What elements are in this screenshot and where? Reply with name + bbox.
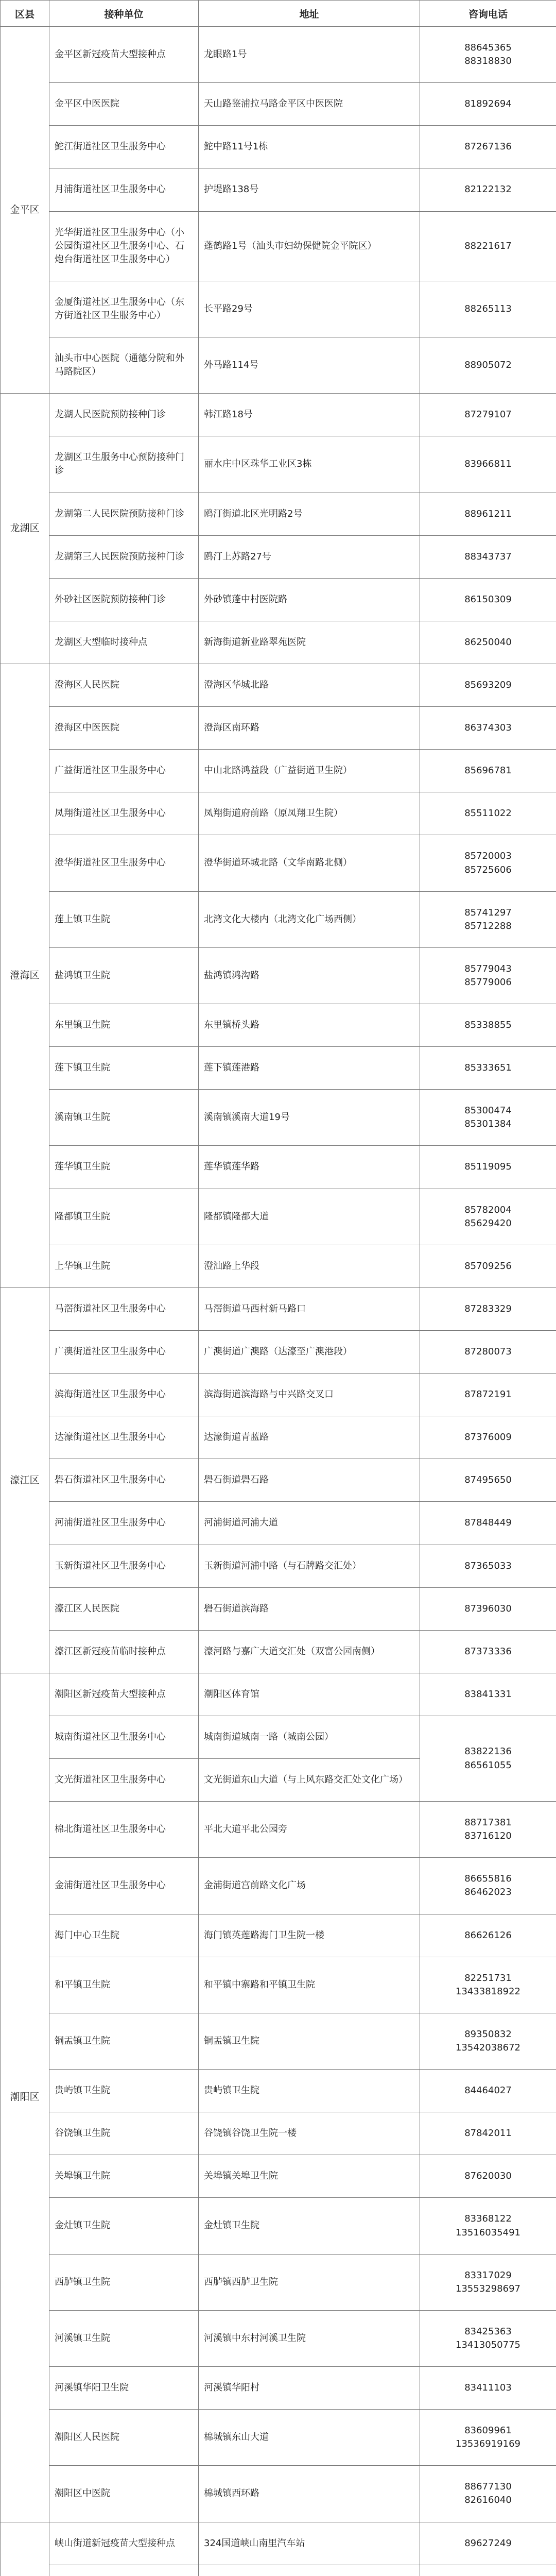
site-phone-cell <box>420 621 556 664</box>
phone-number: 88645365 <box>464 42 512 53</box>
phone-number: 13536919169 <box>456 2438 520 2450</box>
site-phone-cell <box>420 1914 556 1957</box>
site-name-cell: 凤翔街道社区卫生服务中心 <box>49 792 199 835</box>
header-address: 地址 <box>199 1 420 27</box>
site-row <box>1 168 556 211</box>
site-address-cell: 中山北路鸿益段（广益街道卫生院） <box>199 750 420 792</box>
site-row <box>1 1287 556 1330</box>
site-address-cell: 贵屿镇卫生院 <box>199 2070 420 2112</box>
site-row <box>1 2367 556 2410</box>
site-name-cell: 滨海街道社区卫生服务中心 <box>49 1374 199 1416</box>
site-row <box>1 2310 556 2366</box>
site-phone-cell <box>420 1459 556 1502</box>
site-row <box>1 126 556 168</box>
phone-number: 85629420 <box>464 1217 512 1229</box>
phone-number: 87848449 <box>464 1517 512 1529</box>
site-row <box>1 535 556 578</box>
site-row <box>1 1004 556 1047</box>
site-phone-cell <box>420 1374 556 1416</box>
phone-number: 87376009 <box>464 1432 512 1443</box>
phone-number: 82251731 <box>464 1972 512 1984</box>
phone-number: 87872191 <box>464 1389 512 1400</box>
phone-number: 13413050775 <box>456 2339 520 2350</box>
site-address-cell: 凤翔街道府前路（原凤翔卫生院） <box>199 792 420 835</box>
site-row <box>1 27 556 83</box>
phone-number: 87620030 <box>464 2171 512 2182</box>
phone-number: 81892694 <box>464 98 512 110</box>
district-cell: 龙湖区 <box>1 394 49 664</box>
site-name-cell: 金平区新冠疫苗大型接种点 <box>49 27 199 83</box>
phone-number: 87373336 <box>464 1646 512 1657</box>
phone-number: 85725606 <box>464 864 512 875</box>
site-phone-cell <box>420 750 556 792</box>
phone-number: 82616040 <box>464 2495 512 2506</box>
site-name-cell: 金灶镇卫生院 <box>49 2198 199 2254</box>
site-row <box>1 1146 556 1189</box>
site-row <box>1 83 556 126</box>
phone-number: 85782004 <box>464 1204 512 1215</box>
site-name-cell: 棉北街道社区卫生服务中心 <box>49 1802 199 1858</box>
site-phone-cell <box>420 891 556 947</box>
site-phone-cell <box>420 664 556 706</box>
site-row <box>1 621 556 664</box>
site-row <box>1 2198 556 2254</box>
site-name-cell: 月浦街道社区卫生服务中心 <box>49 168 199 211</box>
site-name-cell: 礐石街道社区卫生服务中心 <box>49 1459 199 1502</box>
site-row <box>1 1914 556 1957</box>
phone-number: 83317029 <box>464 2269 512 2281</box>
site-address-cell: 马滘街道马西村新马路口 <box>199 1287 420 1330</box>
site-phone-cell <box>420 83 556 126</box>
site-name-cell: 莲下镇卫生院 <box>49 1047 199 1090</box>
site-address-cell: 金灶镇卫生院 <box>199 2198 420 2254</box>
site-address-cell: 鸥汀街道北区光明路2号 <box>199 493 420 535</box>
site-address-cell: 礐石街道滨海路 <box>199 1587 420 1630</box>
site-row <box>1 1858 556 1914</box>
site-address-cell: 棉城镇东山大道 <box>199 2410 420 2466</box>
site-name-cell: 盐鸿镇卫生院 <box>49 947 199 1004</box>
phone-number: 83966811 <box>464 459 512 470</box>
phone-number: 86655816 <box>464 1873 512 1885</box>
site-address-cell: 鮀中路11号1栋 <box>199 126 420 168</box>
site-row <box>1 1673 556 1716</box>
site-address-cell: 隆都镇隆都大道 <box>199 1189 420 1245</box>
site-row <box>1 1459 556 1502</box>
site-address-cell: 关埠镇关埠卫生院 <box>199 2155 420 2198</box>
site-row <box>1 1630 556 1673</box>
phone-number: 85712288 <box>464 920 512 931</box>
site-phone-cell <box>420 2310 556 2366</box>
phone-number: 13516035491 <box>456 2227 520 2238</box>
site-name-cell: 龙湖区大型临时接种点 <box>49 621 199 664</box>
site-name-cell: 潮阳区中医院 <box>49 2466 199 2522</box>
phone-number: 85779006 <box>464 976 512 988</box>
table-header <box>1 1 556 27</box>
phone-number: 87267136 <box>464 141 512 152</box>
header-district: 区县 <box>1 1 49 27</box>
site-address-cell: 城南街道城南一路（城南公园） <box>199 1716 420 1758</box>
site-row <box>1 2410 556 2466</box>
site-row <box>1 707 556 750</box>
phone-number: 87495650 <box>464 1475 512 1486</box>
site-name-cell: 潮阳区新冠疫苗大型接种点 <box>49 1673 199 1716</box>
phone-number: 13553298697 <box>456 2283 520 2294</box>
site-row <box>1 750 556 792</box>
table-body <box>1 27 556 2576</box>
site-phone-cell <box>420 2013 556 2069</box>
site-phone-cell <box>420 1502 556 1545</box>
site-name-cell: 隆都镇卫生院 <box>49 1189 199 1245</box>
site-phone-cell <box>420 2367 556 2410</box>
phone-number: 88717381 <box>464 1817 512 1828</box>
site-address-cell: 莲华镇莲华路 <box>199 1146 420 1189</box>
site-row <box>1 664 556 706</box>
site-row <box>1 1502 556 1545</box>
phone-number: 85693209 <box>464 679 512 690</box>
phone-number: 87283329 <box>464 1303 512 1314</box>
site-name-cell: 金浦街道社区卫生服务中心 <box>49 1858 199 1914</box>
site-phone-cell <box>420 2254 556 2310</box>
site-phone-cell <box>420 1004 556 1047</box>
site-row <box>1 2466 556 2522</box>
site-name-cell: 濠江区新冠疫苗临时接种点 <box>49 1630 199 1673</box>
site-address-cell: 新海街道新业路翠苑医院 <box>199 621 420 664</box>
site-address-cell: 澄华街道环城北路（文华南路北侧） <box>199 835 420 891</box>
site-row <box>1 1374 556 1416</box>
site-name-cell: 光华街道社区卫生服务中心（小公园街道社区卫生服务中心、石炮台街道社区卫生服务中心） <box>49 211 199 281</box>
site-address-cell: 海门镇英莲路海门卫生院一楼 <box>199 1914 420 1957</box>
site-phone-cell <box>420 1957 556 2013</box>
site-name-cell: 达濠街道社区卫生服务中心 <box>49 1416 199 1459</box>
site-name-cell: 龙湖区卫生服务中心预防接种门诊 <box>49 436 199 493</box>
site-phone-cell <box>420 493 556 535</box>
site-name-cell: 金厦街道社区卫生服务中心（东方街道社区卫生服务中心） <box>49 281 199 337</box>
site-name-cell: 龙湖第二人民医院预防接种门诊 <box>49 493 199 535</box>
site-name-cell: 和平镇卫生院 <box>49 1957 199 2013</box>
site-address-cell <box>199 2565 420 2576</box>
site-name-cell: 溪南镇卫生院 <box>49 1090 199 1146</box>
site-phone-cell <box>420 337 556 394</box>
phone-number: 88318830 <box>464 56 512 67</box>
site-address-cell: 西胪镇西胪卫生院 <box>199 2254 420 2310</box>
site-row <box>1 1090 556 1146</box>
site-name-cell: 莲上镇卫生院 <box>49 891 199 947</box>
site-address-cell: 蓬鹤路1号（汕头市妇幼保健院金平院区） <box>199 211 420 281</box>
site-row <box>1 2013 556 2069</box>
site-name-cell: 马滘街道社区卫生服务中心 <box>49 1287 199 1330</box>
site-address-cell: 龙眼路1号 <box>199 27 420 83</box>
site-name-cell: 莲华镇卫生院 <box>49 1146 199 1189</box>
site-phone-cell <box>420 1673 556 1716</box>
site-address-cell: 濠河路与嘉广大道交汇处（双富公园南侧） <box>199 1630 420 1673</box>
phone-number: 87279107 <box>464 409 512 420</box>
site-name-cell: 广益街道社区卫生服务中心 <box>49 750 199 792</box>
phone-number: 88221617 <box>464 240 512 251</box>
site-address-cell: 谷饶镇谷饶卫生院一楼 <box>199 2112 420 2155</box>
site-phone-cell <box>420 1090 556 1146</box>
site-phone-cell <box>420 535 556 578</box>
site-name-cell: 澄海区人民医院 <box>49 664 199 706</box>
phone-number: 85338855 <box>464 1020 512 1031</box>
site-address-cell: 河溪镇中东村河溪卫生院 <box>199 2310 420 2366</box>
site-row <box>1 211 556 281</box>
site-address-cell: 平北大道平北公园旁 <box>199 1802 420 1858</box>
site-address-cell: 外马路114号 <box>199 337 420 394</box>
site-name-cell: 铜盂镇卫生院 <box>49 2013 199 2069</box>
site-row <box>1 1047 556 1090</box>
site-row <box>1 2565 556 2576</box>
phone-number: 87396030 <box>464 1603 512 1614</box>
phone-number: 88343737 <box>464 551 512 562</box>
site-row <box>1 1545 556 1587</box>
site-name-cell: 澄海区中医医院 <box>49 707 199 750</box>
phone-number: 83609961 <box>464 2425 512 2436</box>
site-phone-cell <box>420 2198 556 2254</box>
site-row <box>1 2070 556 2112</box>
phone-number: 13542038672 <box>456 2042 520 2053</box>
site-phone-cell <box>420 1802 556 1858</box>
site-name-cell <box>49 2565 199 2576</box>
site-name-cell: 玉新街道社区卫生服务中心 <box>49 1545 199 1587</box>
phone-number: 86626126 <box>464 1929 512 1941</box>
header-row <box>1 1 556 27</box>
phone-number: 85709256 <box>464 1260 512 1272</box>
site-name-cell: 潮阳区人民医院 <box>49 2410 199 2466</box>
site-row <box>1 1957 556 2013</box>
site-phone-cell <box>420 1146 556 1189</box>
site-row <box>1 1416 556 1459</box>
site-name-cell: 东里镇卫生院 <box>49 1004 199 1047</box>
site-phone-cell <box>420 2155 556 2198</box>
site-phone-cell <box>420 947 556 1004</box>
site-row <box>1 2254 556 2310</box>
site-phone-cell <box>420 2565 556 2576</box>
site-phone-cell <box>420 2070 556 2112</box>
site-address-cell: 文光街道东山大道（与上风东路交汇处文化广场） <box>199 1759 420 1802</box>
site-row <box>1 1245 556 1287</box>
phone-number: 87365033 <box>464 1560 512 1571</box>
site-name-cell: 峡山街道新冠疫苗大型接种点 <box>49 2522 199 2565</box>
site-address-cell: 324国道峡山南里汽车站 <box>199 2522 420 2565</box>
phone-number: 88677130 <box>464 2481 512 2493</box>
site-name-cell: 城南街道社区卫生服务中心 <box>49 1716 199 1758</box>
site-name-cell: 谷饶镇卫生院 <box>49 2112 199 2155</box>
site-address-cell: 广澳街道广澳路（达濠至广澳港段） <box>199 1330 420 1373</box>
site-phone-cell <box>420 436 556 493</box>
site-row <box>1 792 556 835</box>
district-cell: 潮阳区 <box>1 1673 49 2522</box>
site-name-cell: 河溪镇华阳卫生院 <box>49 2367 199 2410</box>
site-address-cell: 丽水庄中区珠华工业区3栋 <box>199 436 420 493</box>
site-phone-cell <box>420 578 556 621</box>
site-row <box>1 2522 556 2565</box>
phone-number: 84464027 <box>464 2085 512 2096</box>
site-row <box>1 1587 556 1630</box>
site-address-cell: 澄汕路上华段 <box>199 1245 420 1287</box>
site-phone-cell <box>420 1716 556 1801</box>
site-row <box>1 394 556 436</box>
phone-number: 85779043 <box>464 963 512 974</box>
site-name-cell: 关埠镇卫生院 <box>49 2155 199 2198</box>
site-row <box>1 891 556 947</box>
site-address-cell: 潮阳区体育馆 <box>199 1673 420 1716</box>
phone-number: 85720003 <box>464 851 512 862</box>
site-phone-cell <box>420 1545 556 1587</box>
district-cell: 澄海区 <box>1 664 49 1287</box>
site-row <box>1 1330 556 1373</box>
header-phone: 咨询电话 <box>420 1 556 27</box>
site-name-cell: 河浦街道社区卫生服务中心 <box>49 1502 199 1545</box>
site-row <box>1 835 556 891</box>
site-address-cell: 澄海区南环路 <box>199 707 420 750</box>
site-row <box>1 436 556 493</box>
site-phone-cell <box>420 1287 556 1330</box>
site-phone-cell <box>420 1245 556 1287</box>
phone-number: 85301384 <box>464 1118 512 1130</box>
site-phone-cell <box>420 1587 556 1630</box>
site-address-cell: 和平镇中寨路和平镇卫生院 <box>199 1957 420 2013</box>
site-name-cell: 鮀江街道社区卫生服务中心 <box>49 126 199 168</box>
phone-number: 86374303 <box>464 722 512 734</box>
phone-number: 86250040 <box>464 636 512 648</box>
site-name-cell: 澄华街道社区卫生服务中心 <box>49 835 199 891</box>
phone-number: 86462023 <box>464 1887 512 1898</box>
site-address-cell: 河浦街道河浦大道 <box>199 1502 420 1545</box>
site-phone-cell <box>420 1630 556 1673</box>
site-address-cell: 外砂镇蓬中村医院路 <box>199 578 420 621</box>
site-address-cell: 天山路鉴浦拉马路金平区中医医院 <box>199 83 420 126</box>
phone-number: 85119095 <box>464 1161 512 1173</box>
phone-number: 13433818922 <box>456 1986 520 1997</box>
site-phone-cell <box>420 792 556 835</box>
site-name-cell: 汕头市中心医院（通德分院和外马路院区） <box>49 337 199 394</box>
site-address-cell: 棉城镇西环路 <box>199 2466 420 2522</box>
site-row <box>1 2112 556 2155</box>
site-address-cell: 河溪镇华阳村 <box>199 2367 420 2410</box>
phone-number: 83716120 <box>464 1831 512 1842</box>
phone-number: 88265113 <box>464 303 512 314</box>
site-name-cell: 西胪镇卫生院 <box>49 2254 199 2310</box>
phone-number: 83841331 <box>464 1688 512 1700</box>
phone-number: 88905072 <box>464 360 512 371</box>
site-address-cell: 澄海区华城北路 <box>199 664 420 706</box>
site-row <box>1 337 556 394</box>
site-name-cell: 龙湖人民医院预防接种门诊 <box>49 394 199 436</box>
site-address-cell: 鸥汀上苏路27号 <box>199 535 420 578</box>
site-name-cell: 金平区中医医院 <box>49 83 199 126</box>
site-phone-cell <box>420 126 556 168</box>
phone-number: 83425363 <box>464 2326 512 2337</box>
site-phone-cell <box>420 1189 556 1245</box>
site-phone-cell <box>420 1047 556 1090</box>
phone-number: 82122132 <box>464 184 512 195</box>
site-phone-cell <box>420 1330 556 1373</box>
site-row <box>1 2155 556 2198</box>
site-row <box>1 1802 556 1858</box>
header-site: 接种单位 <box>49 1 199 27</box>
site-address-cell: 礐石街道礐石路 <box>199 1459 420 1502</box>
site-row <box>1 1716 556 1758</box>
site-name-cell: 广澳街道社区卫生服务中心 <box>49 1330 199 1373</box>
site-name-cell: 文光街道社区卫生服务中心 <box>49 1759 199 1802</box>
site-row <box>1 493 556 535</box>
site-phone-cell <box>420 211 556 281</box>
site-name-cell: 上华镇卫生院 <box>49 1245 199 1287</box>
site-phone-cell <box>420 707 556 750</box>
site-address-cell: 溪南镇溪南大道19号 <box>199 1090 420 1146</box>
phone-number: 83411103 <box>464 2382 512 2394</box>
phone-number: 87842011 <box>464 2128 512 2139</box>
phone-number: 89627249 <box>464 2537 512 2549</box>
phone-number: 86561055 <box>464 1759 512 1771</box>
phone-number: 87280073 <box>464 1346 512 1357</box>
site-name-cell: 海门中心卫生院 <box>49 1914 199 1957</box>
site-phone-cell <box>420 2410 556 2466</box>
site-address-cell: 韩江路18号 <box>199 394 420 436</box>
site-row <box>1 1189 556 1245</box>
site-address-cell: 北湾文化大楼内（北湾文化广场西侧） <box>199 891 420 947</box>
site-phone-cell <box>420 835 556 891</box>
site-phone-cell <box>420 2112 556 2155</box>
phone-number: 85333651 <box>464 1062 512 1074</box>
site-address-cell: 东里镇桥头路 <box>199 1004 420 1047</box>
phone-number: 89350832 <box>464 2028 512 2040</box>
site-address-cell: 长平路29号 <box>199 281 420 337</box>
site-row <box>1 281 556 337</box>
site-address-cell: 达濠街道青蓝路 <box>199 1416 420 1459</box>
site-name-cell: 龙湖第三人民医院预防接种门诊 <box>49 535 199 578</box>
district-cell <box>1 2522 49 2576</box>
phone-number: 86150309 <box>464 594 512 605</box>
phone-number: 83368122 <box>464 2213 512 2225</box>
site-phone-cell <box>420 281 556 337</box>
site-address-cell: 玉新街道河浦中路（与石牌路交汇处） <box>199 1545 420 1587</box>
site-phone-cell <box>420 168 556 211</box>
phone-number: 88961211 <box>464 508 512 519</box>
site-address-cell: 滨海街道滨海路与中兴路交叉口 <box>199 1374 420 1416</box>
site-address-cell: 莲下镇莲港路 <box>199 1047 420 1090</box>
site-address-cell: 护堤路138号 <box>199 168 420 211</box>
phone-number: 85741297 <box>464 907 512 918</box>
site-phone-cell <box>420 2522 556 2565</box>
phone-number: 83822136 <box>464 1746 512 1757</box>
site-phone-cell <box>420 2466 556 2522</box>
site-phone-cell <box>420 27 556 83</box>
district-cell: 金平区 <box>1 27 49 394</box>
phone-number: 85300474 <box>464 1105 512 1116</box>
phone-number: 85696781 <box>464 765 512 776</box>
site-address-cell: 盐鸿镇鸿沟路 <box>199 947 420 1004</box>
district-cell: 濠江区 <box>1 1287 49 1673</box>
site-name-cell: 濠江区人民医院 <box>49 1587 199 1630</box>
site-name-cell: 河溪镇卫生院 <box>49 2310 199 2366</box>
phone-number: 85511022 <box>464 808 512 819</box>
site-phone-cell <box>420 394 556 436</box>
site-name-cell: 贵屿镇卫生院 <box>49 2070 199 2112</box>
site-row <box>1 947 556 1004</box>
site-phone-cell <box>420 1416 556 1459</box>
site-phone-cell <box>420 1858 556 1914</box>
site-address-cell: 金浦街道宫前路文化广场 <box>199 1858 420 1914</box>
site-row <box>1 578 556 621</box>
site-address-cell: 铜盂镇卫生院 <box>199 2013 420 2069</box>
site-name-cell: 外砂社区医院预防接种门诊 <box>49 578 199 621</box>
